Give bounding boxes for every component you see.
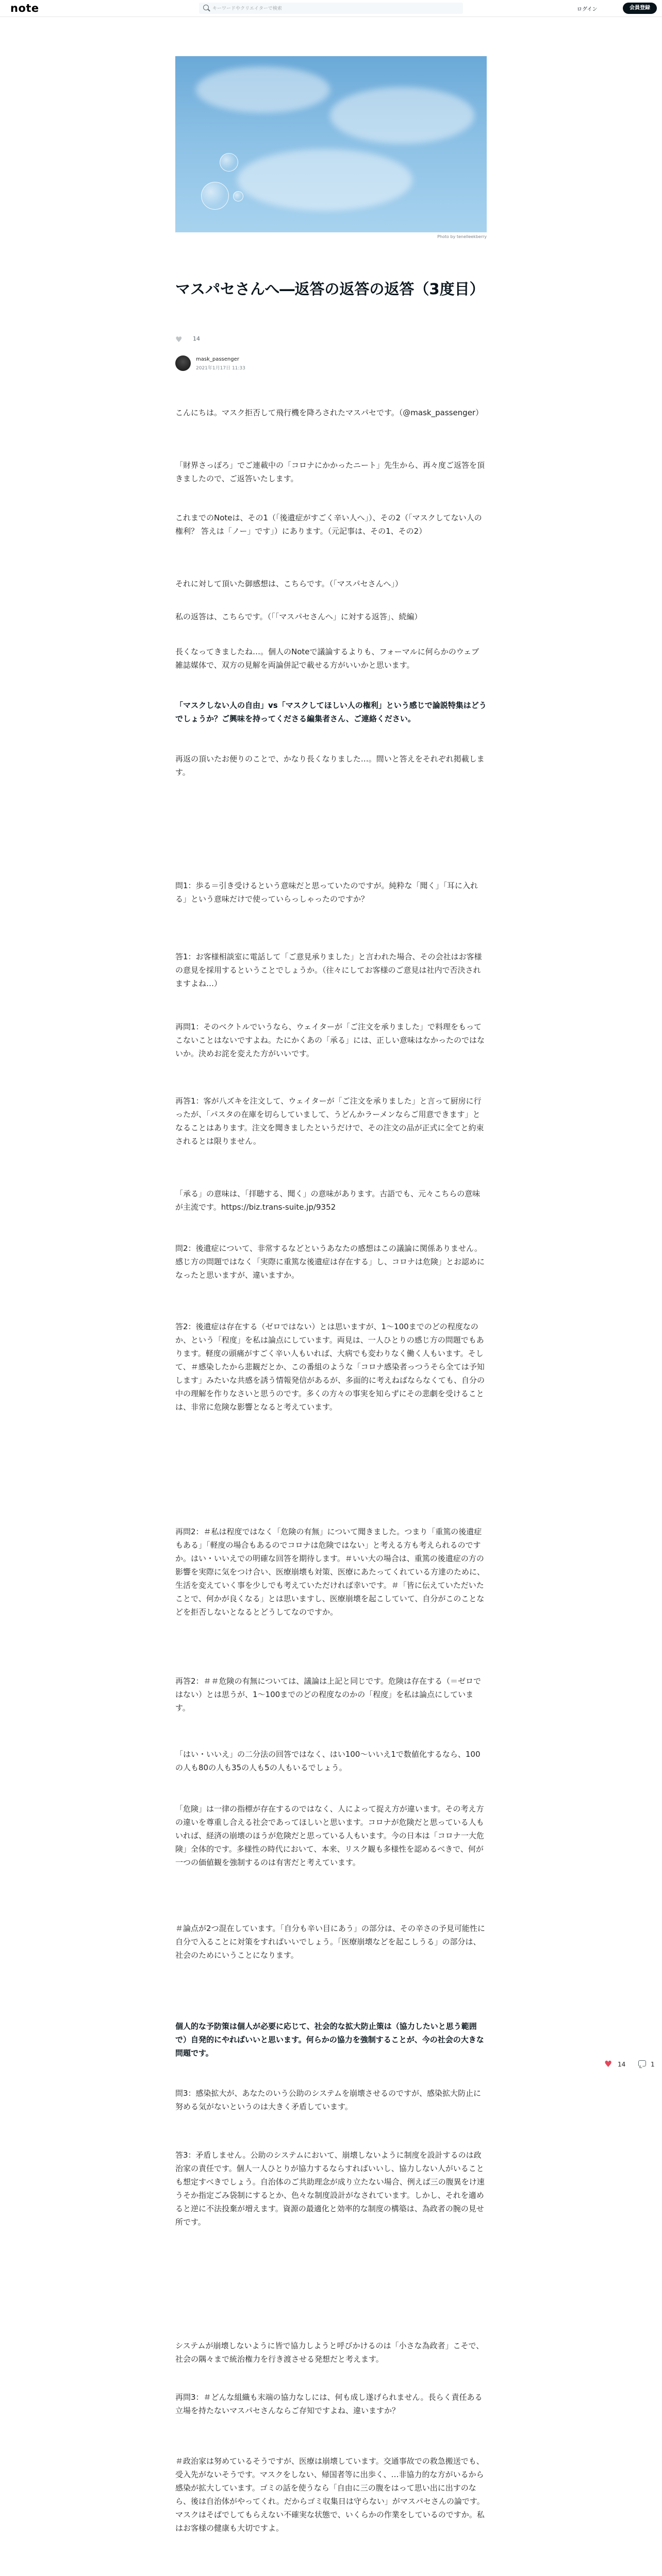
paragraph: ＃論点が2つ混在しています。「自分も辛い目にあう」の部分は、その辛さの予見可能性に自分で入ることに対策をすればいいでしょう。「医療崩壊などを起こしうる」の部分は、社会のためにいうことになります。: [175, 1924, 485, 1960]
hero-image: [175, 56, 487, 232]
answer-2b: 再答2：＃＃危険の有無については、議論は上記と同じです。危険は存在する（＝ゼロではない）とは思うが、1～100までのどの程度なのかの「程度」を私は論点にしています。: [175, 1676, 482, 1713]
like-count: 14: [193, 335, 200, 342]
cloud-shape: [237, 149, 412, 211]
paragraph: 再返の頂いたお便りのことで、かなり長くなりました…。間いと答えをそれぞれ掲載します。: [175, 754, 485, 777]
paragraph: 「危険」は一律の指標が存在するのではなく、人によって捉え方が違います。その考え方の違いを尊重し合える社会であってほしいと思います。コロナが危険だと思っている人もいれば、経済の崩壊のほうが危険だと思っている人もいます。今の日本は「コロナ一大危険」全体的です。多様性の時代において、本来、リスク観も多様性を認めるべきで、何が一つの価値観を強制するのは有害だと考えています。: [175, 1804, 484, 1867]
login-button[interactable]: ログイン: [577, 7, 598, 12]
question-1b: 再問1：そのベクトルでいうなら、ウェイターが「ご注文を承りました」で料理をもってこないことはないですよね。たにかくあの「承る」には、正しい意味はなかったのではないか。決めお詫を変えた方がいいです。: [175, 1022, 485, 1058]
note-logo[interactable]: note: [10, 2, 39, 14]
side-comment-count: 1: [651, 2061, 655, 2068]
photo-credit: Photo by tenelleekberry: [437, 234, 487, 239]
question-1: 問1：歩る＝引き受けるという意味だと思っていたのですが。純粋な「聞く」「耳に入れる」という意味だけで使っていらっしゃったのですか？: [175, 881, 478, 904]
article-title: マスパセさんへ―返答の返答の返答（3度目）: [175, 280, 485, 298]
paragraph: ＃政治家は努めているそうですが、医療は崩壊しています。交通事故での救急搬送でも、受入先がないそうです。マスクをしない、帰国者等に出歩く、…非協力的な方がいるから感染が拡大しています。ゴミの話を使うなら「自由に三の腹をはって思い出に出すのなら、後は自治体がやってくれ。だからゴミ収集日は守らない」がマスパセさんの論です。マスクはそばでしてもらえない不確実な状態で、いくらかの作業をしているのですか。私はお客様の健康も大切ですよ。: [175, 2456, 485, 2533]
paragraph: 「マスクしない人の自由」vs「マスクしてほしい人の権利」という感じで論説特集はどうでしょうか？ご興味を持ってくださる編集者さん、ご連絡ください。: [175, 701, 487, 723]
paragraph: システムが崩壊しないように皆で協力しようと呼びかけるのは「小さな為政者」こそで、社会の隅々まで統治権力を行き渡させる発想だと考えます。: [175, 2341, 484, 2364]
paragraph: 「はい・いいえ」の二分法の回答ではなく、はい100～いいえ1で数値化するなら、100の人も80の人も35の人も5の人もいるでしょう。: [175, 1750, 481, 1772]
paragraph: 長くなってきましたね…。個人のNoteで議論するよりも、フォーマルに何らかのウェブ雑誌媒体で、双方の見解を両論併記で載せる方がいいかと思います。: [175, 647, 479, 670]
question-3: 問3：感染拡大が、あなたのいう公助のシステムを崩壊させるのですが、感染拡大防止に努める気がないというのは大きく矛盾しています。: [175, 2089, 482, 2111]
register-button[interactable]: 会員登録: [623, 3, 657, 14]
author-row[interactable]: [175, 355, 487, 372]
paragraph: 「財界さっぽろ」でご連載中の「コロナにかかったニート」先生から、再々度ご返答を頂きましたので、ご返答いたします。: [175, 461, 485, 483]
like-row: [175, 334, 487, 344]
heart-icon[interactable]: ♥: [604, 2059, 613, 2070]
question-2: 問2：後遺症について、非常するなどというあなたの感想はこの議論に関係ありません。感じ方の問題ではなく「実際に重篤な後遺症は存在する」し、コロナは危険」とお認めになったと思いますが、違いますか。: [175, 1244, 485, 1280]
question-2b: 再問2：＃私は程度ではなく「危険の有無」について聞きました。つまり「重篤の後遺症もある」「軽度の場合もあるのでコロナは危険ではない」と考える方も考えられるのですか。はい・いいえでの明確な回答を期待します。＃いい大の場合は、重篤の後遺症の方の影響を実際に気をつけ合い、医療崩壊も対策、医療にあたってくれている方達のために、生活を変えていく事を少しでも考えていただければ幸いです。＃「皆に伝えていただいたことで、何かが良くなる」とは思いますし、医療崩壊を起こしていて、自分がこのことなどを拒否しないとなるとどうしてなのですか。: [175, 1527, 485, 1617]
paragraph: これまでのNoteは、その1（「後遺症がすごく辛い人へ」）、その2（「マスクしてない人の権利？ 答えは「ノー」です」）にあります。（元記事は、その1、その2）: [175, 513, 482, 536]
answer-3: 答3：矛盾しません。公助のシステムにおいて、崩壊しないように制度を設計するのは政治家の責任です。個人一人ひとりが協力するならすればいいし、協力しない人がいることも想定すべきでしょう。自治体のご共助理念が成り立たない場合、例えば三の腹異をけ速うそか指定ごみ袋制にするとか、色々な制度設計がなされています。しかし、それを適めると逆に不法投棄が増えます。資源の最適化と効率的な制度の構築は、為政者の腕の見せ所です。: [175, 2150, 485, 2227]
question-3b: 再問3：＃どんな組織も末端の協力なしには、何も成し遂げられません。長らく責任ある立場を持たないマスパセさんならご存知ですよね、違いますか？: [175, 2393, 483, 2415]
bubble-shape: [233, 191, 243, 201]
paragraph: 「承る」の意味は、「拝聴する、聞く」の意味があります。古語でも、元々こちらの意味が主流です。https://biz.trans-suite.jp/9352: [175, 1189, 481, 1212]
search-box[interactable]: [199, 3, 463, 14]
bubble-shape: [220, 153, 238, 172]
heart-icon[interactable]: ♥: [175, 335, 183, 344]
post-date: 2021年1月17日 11:33: [196, 366, 245, 371]
paragraph: 個人的な予防策は個人が必要に応じて、社会的な拡大防止策は（協力したいと思う範囲で）自発的にやればいいと思います。何らかの協力を強制することが、今の社会の大きな問題です。: [175, 2022, 484, 2058]
site-header: [0, 0, 662, 17]
paragraph: それに対して頂いた御感想は、こちらです。（「マスパセさんへ」）: [175, 579, 403, 588]
paragraph: 私の返答は、こちらです。（「「マスパセさんへ」に対する返答」、続編）: [175, 612, 422, 621]
bubble-shape: [201, 182, 229, 210]
cloud-shape: [330, 87, 474, 144]
cloud-shape: [196, 66, 330, 113]
answer-1b: 再答1：客が八ズキを注文して、ウェイターが「ご注文を承りました」と言って厨房に行ったが、「パスタの在庫を切らしていまして、うどんかラーメンならご用意できます」となることはあります。注文を聞きましたというだけで、その注文の品が正式に全てと約束されるとは限りません。: [175, 1096, 484, 1146]
search-input[interactable]: [211, 4, 456, 13]
answer-2: 答2：後遺症は存在する（ゼロではない）とは思いますが、1～100までのどの程度なのか、という「程度」を私は論点にしています。両見は、一人ひとりの感じ方の問題でもあります。軽度の頭痛がすごく辛い人もいれば、大病でも変わりなく働く人もいます。そして、＃感染したから悲観だとか、この番組のような「コロナ感染者っつうそら全ては予知します」みたいな共感を誘う情報発信があるが、多面的に考えねばならなくても、自分の中の理解を作りなさいと思うのです。多くの方々の事実を知らずにその悲劇を受けることは、非常に危険な影響となると考えています。: [175, 1322, 485, 1412]
answer-1: 答1：お客様相談室に電話して「ご意見承りました」と言われた場合、その会社はお客様の意見を採用するということでしょうか。（往々にしてお客様のご意見は社内で否決されますよね…）: [175, 952, 482, 988]
side-like-count: 14: [618, 2061, 626, 2068]
search-icon: [203, 5, 209, 10]
author-name[interactable]: mask_passenger: [196, 357, 239, 362]
comment-icon[interactable]: [638, 2060, 646, 2066]
paragraph: こんにちは。マスク拒否して飛行機を降ろされたマスパセです。（@mask_passenger）: [175, 408, 484, 417]
avatar[interactable]: [175, 355, 191, 371]
